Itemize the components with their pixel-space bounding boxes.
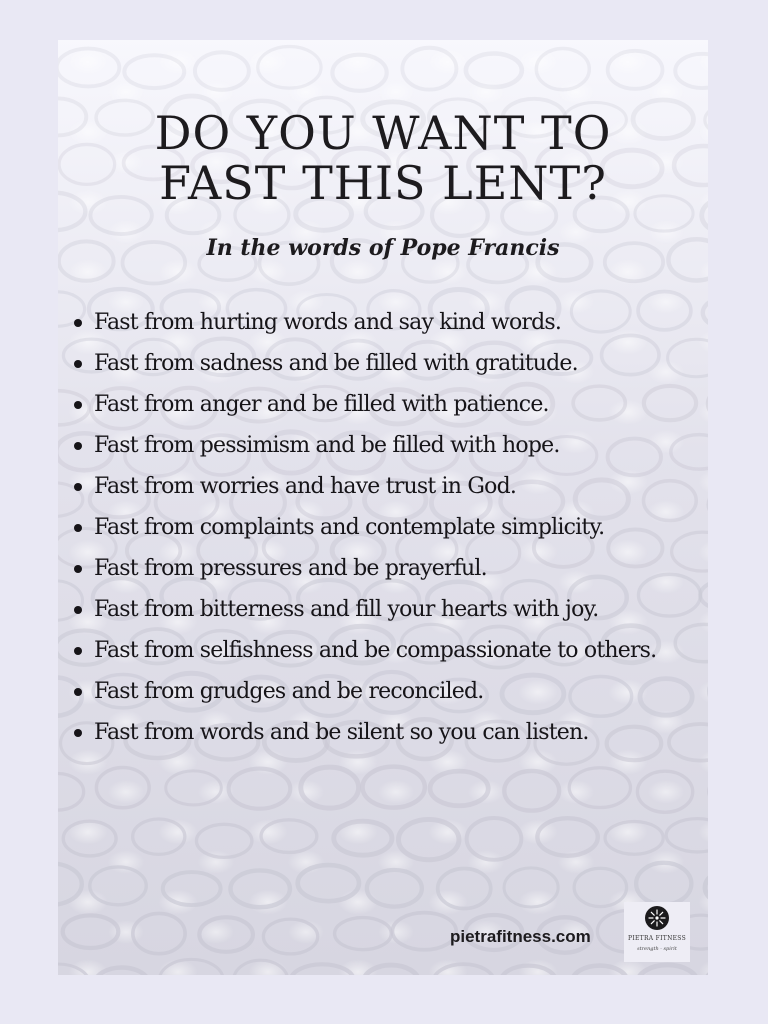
list-item: Fast from pressures and be prayerful. (72, 548, 708, 589)
logo-wordmark: PIETRA FITNESS (627, 935, 687, 942)
list-item: Fast from anger and be filled with patience. (72, 384, 708, 425)
flower-burst-icon (645, 906, 669, 930)
subtitle: In the words of Pope Francis (206, 235, 560, 261)
list-item: Fast from worries and have trust in God. (72, 466, 708, 507)
fasting-list (72, 302, 708, 753)
list-item: Fast from bitterness and fill your hearts with joy. (72, 589, 708, 630)
list-item: Fast from grudges and be reconciled. (72, 671, 708, 712)
list-item: Fast from complaints and contemplate simplicity. (72, 507, 708, 548)
list-item: Fast from hurting words and say kind words. (72, 302, 708, 343)
lent-flyer (58, 40, 708, 975)
page-title (58, 108, 708, 208)
list-item: Fast from pessimism and be filled with hope. (72, 425, 708, 466)
title-line-1: DO YOU WANT TO (154, 106, 612, 160)
list-item: Fast from sadness and be filled with gratitude. (72, 343, 708, 384)
website-url: pietrafitness.com (450, 927, 591, 946)
list-item: Fast from words and be silent so you can listen. (72, 712, 708, 753)
title-line-2: FAST THIS LENT? (159, 156, 607, 210)
logo-tagline: strength · spirit (637, 946, 677, 952)
list-item: Fast from selfishness and be compassionate to others. (72, 630, 708, 671)
pietra-fitness-logo (624, 902, 690, 962)
